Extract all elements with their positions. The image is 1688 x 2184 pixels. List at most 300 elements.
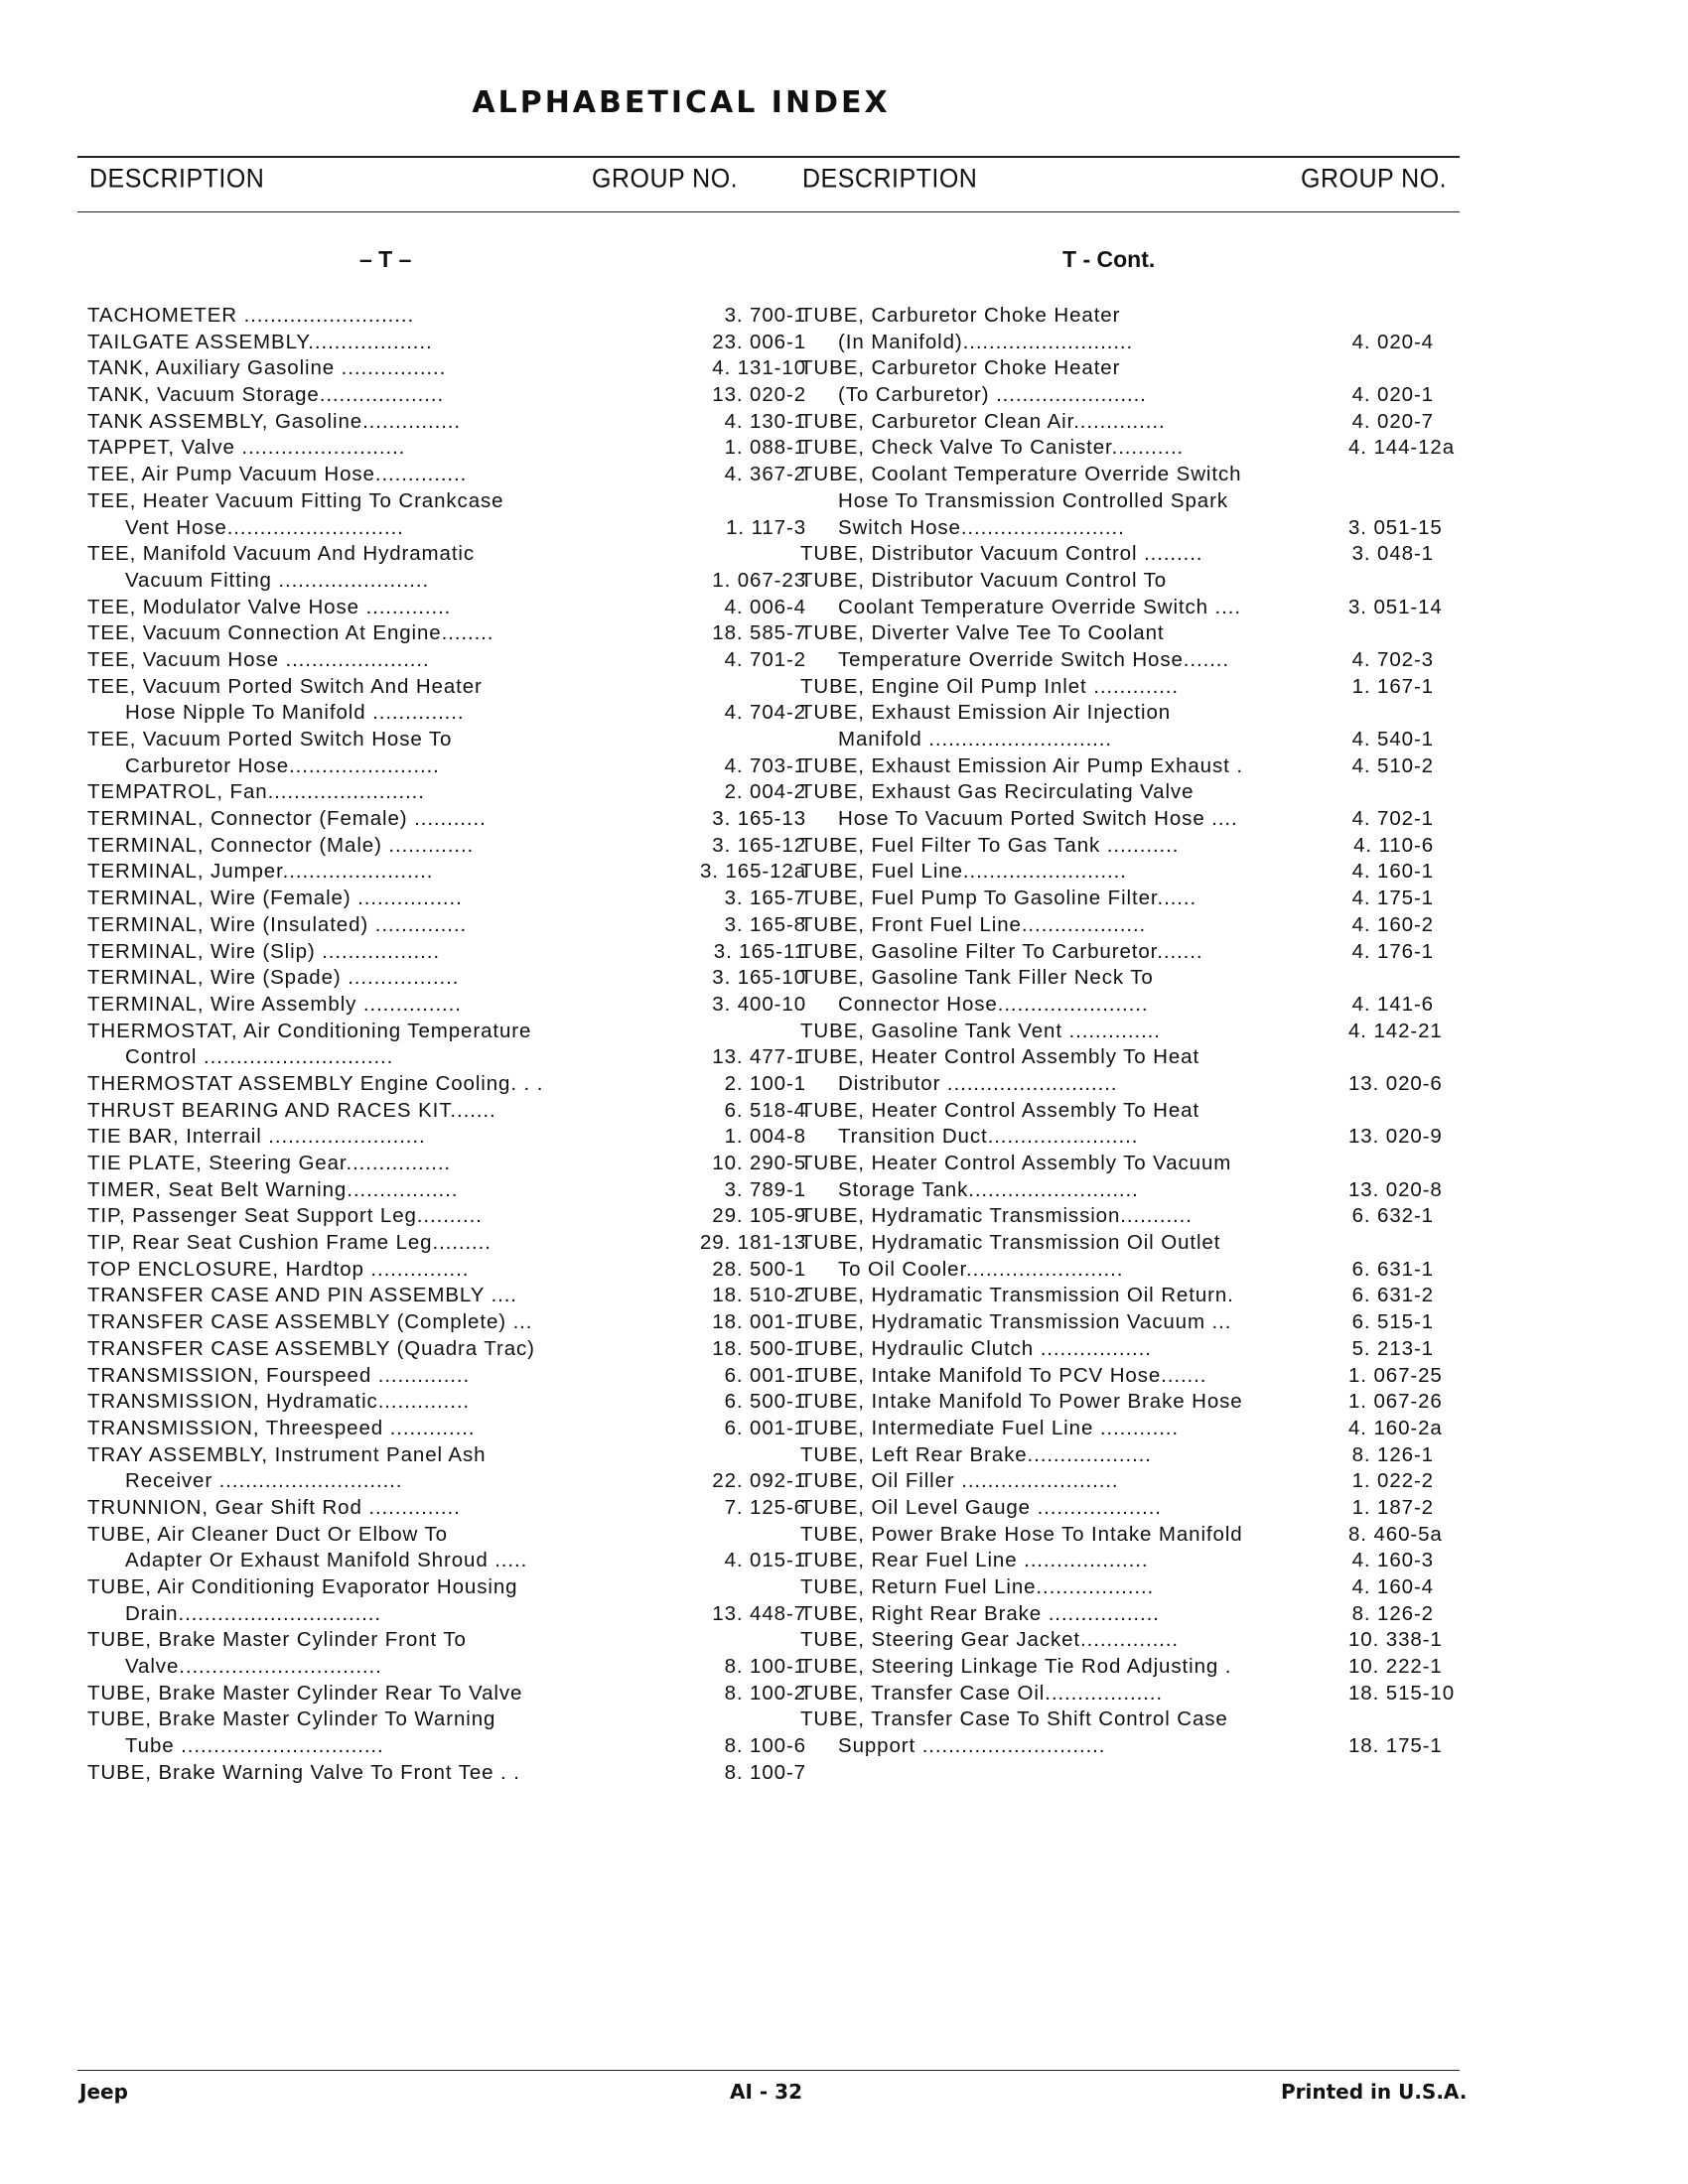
entry-description: TUBE, Power Brake Hose To Intake Manifold	[800, 1522, 1243, 1546]
entry-group-number: 3. 165-12a	[699, 860, 806, 884]
entry-description: TEE, Modulator Valve Hose .............	[87, 595, 452, 618]
entry-group-number: 4. 175-1	[1351, 887, 1434, 910]
index-entry	[800, 1548, 1436, 1574]
entry-description: TRANSFER CASE ASSEMBLY (Quadra Trac)	[87, 1336, 535, 1360]
page-title: ALPHABETICAL INDEX	[472, 85, 891, 120]
index-entry	[87, 912, 806, 939]
index-entry	[800, 806, 1436, 833]
entry-description: TIE BAR, Interrail ........................	[87, 1125, 426, 1149]
entry-description: TRANSMISSION, Hydramatic..............	[87, 1390, 471, 1414]
entry-group-number: 4. 702-3	[1351, 647, 1434, 671]
index-entry	[87, 1442, 723, 1469]
entry-description: (To Carburetor) .......................	[838, 383, 1147, 407]
index-entry	[87, 1230, 806, 1257]
index-entry	[87, 382, 806, 409]
entry-group-number: 4. 142-21	[1348, 1019, 1443, 1042]
entry-group-number: 18. 510-2	[712, 1284, 806, 1307]
index-entry	[87, 355, 806, 382]
entry-group-number: 6. 001-1	[724, 1416, 806, 1439]
index-entry	[800, 886, 1436, 912]
footer-page-number: AI - 32	[730, 2080, 802, 2104]
entry-description: TUBE, Carburetor Choke Heater	[800, 356, 1121, 380]
index-entry	[87, 674, 723, 701]
entry-description: TUBE, Fuel Pump To Gasoline Filter......	[800, 887, 1197, 910]
index-entry	[87, 700, 806, 727]
entry-group-number: 4. 160-3	[1351, 1549, 1434, 1572]
entry-group-number: 18. 175-1	[1348, 1734, 1443, 1758]
entry-description: Connector Hose.......................	[838, 992, 1149, 1016]
entry-description: TAILGATE ASSEMBLY...................	[87, 330, 433, 353]
header-bottom-rule	[77, 211, 1460, 212]
entry-description: TUBE, Intermediate Fuel Line ............	[800, 1416, 1179, 1439]
index-entry	[87, 1044, 806, 1071]
entry-description: Hose Nipple To Manifold ..............	[125, 701, 465, 725]
index-entry	[800, 1574, 1436, 1601]
entry-group-number: 8. 460-5a	[1348, 1522, 1443, 1546]
entry-description: TUBE, Hydraulic Clutch .................	[800, 1336, 1152, 1360]
index-entry	[800, 1363, 1443, 1390]
entry-description: TRANSMISSION, Threespeed .............	[87, 1416, 476, 1439]
entry-group-number: 3. 165-13	[712, 807, 806, 831]
entry-group-number: 18. 585-7	[712, 621, 806, 645]
index-entry	[800, 1495, 1436, 1522]
entry-description: Support ............................	[838, 1734, 1106, 1758]
index-entry	[87, 1654, 806, 1681]
index-entry	[87, 1627, 723, 1654]
index-entry	[800, 1019, 1443, 1045]
entry-description: TERMINAL, Connector (Male) .............	[87, 833, 475, 857]
entry-description: TUBE, Brake Master Cylinder Rear To Valve	[87, 1681, 523, 1705]
index-entry	[87, 568, 806, 595]
entry-description: Control .............................	[125, 1045, 394, 1069]
entry-group-number: 4. 006-4	[724, 595, 806, 618]
entry-description: TERMINAL, Wire Assembly ...............	[87, 992, 462, 1016]
index-entry	[800, 1124, 1443, 1151]
entry-description: TERMINAL, Wire (Slip) ..................	[87, 939, 440, 963]
entry-group-number: 6. 632-1	[1351, 1204, 1434, 1228]
entry-group-number: 3. 165-11	[713, 939, 806, 963]
entry-description: TERMINAL, Wire (Spade) .................	[87, 966, 460, 990]
index-entry	[800, 515, 1443, 542]
entry-description: Transition Duct.......................	[838, 1125, 1139, 1149]
index-entry	[800, 1309, 1436, 1336]
index-entry	[87, 1363, 806, 1390]
entry-description: Manifold ............................	[838, 728, 1112, 751]
index-entry	[87, 1098, 806, 1125]
entry-group-number: 23. 006-1	[712, 330, 806, 353]
index-entry	[87, 1389, 806, 1416]
entry-description: TUBE, Check Valve To Canister...........	[800, 436, 1185, 460]
entry-group-number: 3. 700-1	[724, 304, 806, 327]
index-entry	[87, 1468, 806, 1495]
entry-group-number: 29. 181-13	[699, 1231, 806, 1255]
index-entry	[800, 488, 1436, 515]
footer-brand: Jeep	[79, 2080, 128, 2104]
left-group-header: GROUP NO.	[592, 164, 739, 194]
index-entry	[87, 1124, 806, 1151]
index-entry	[800, 1601, 1436, 1628]
entry-group-number: 28. 500-1	[712, 1257, 806, 1281]
entry-description: TUBE, Intake Manifold To PCV Hose.......	[800, 1363, 1207, 1387]
index-entry	[800, 912, 1436, 939]
entry-description: TUBE, Carburetor Clean Air..............	[800, 409, 1166, 433]
footer-printed: Printed in U.S.A.	[1281, 2080, 1468, 2104]
left-description-header: DESCRIPTION	[89, 164, 265, 194]
entry-description: TUBE, Gasoline Tank Filler Neck To	[800, 966, 1154, 990]
index-entry	[800, 1230, 1436, 1257]
entry-description: TUBE, Heater Control Assembly To Vacuum	[800, 1152, 1232, 1174]
entry-group-number: 8. 100-6	[724, 1734, 806, 1758]
index-entry	[800, 753, 1436, 780]
index-entry	[800, 541, 1436, 568]
entry-group-number: 1. 187-2	[1351, 1495, 1434, 1519]
index-entry	[800, 1706, 1436, 1733]
index-entry	[87, 1071, 806, 1098]
left-index-list	[87, 303, 806, 1787]
entry-description: THERMOSTAT ASSEMBLY Engine Cooling. . .	[87, 1071, 544, 1095]
left-section-title: – T –	[359, 246, 412, 272]
entry-description: TUBE, Coolant Temperature Override Switch	[800, 463, 1242, 486]
index-entry	[800, 939, 1436, 966]
index-entry	[87, 515, 806, 542]
entry-group-number: 1. 067-23	[712, 568, 806, 592]
entry-group-number: 4. 020-7	[1351, 409, 1434, 433]
entry-description: TUBE, Brake Master Cylinder Front To	[87, 1628, 467, 1652]
entry-description: TUBE, Distributor Vacuum Control .........	[800, 542, 1203, 566]
entry-group-number: 3. 165-10	[712, 966, 806, 990]
entry-group-number: 1. 067-26	[1348, 1390, 1443, 1414]
entry-group-number: 1. 167-1	[1351, 674, 1434, 698]
index-entry	[87, 1019, 723, 1045]
entry-description: TUBE, Steering Gear Jacket...............	[800, 1628, 1179, 1652]
index-entry	[87, 462, 806, 488]
entry-description: TUBE, Heater Control Assembly To Heat	[800, 1098, 1200, 1122]
entry-group-number: 4. 704-2	[724, 701, 806, 725]
entry-group-number: 4. 131-10	[712, 356, 806, 380]
index-entry	[800, 674, 1436, 701]
entry-group-number: 3. 051-15	[1348, 515, 1443, 539]
index-entry	[800, 595, 1443, 621]
entry-description: THERMOSTAT, Air Conditioning Temperature	[87, 1019, 532, 1042]
entry-description: TUBE, Right Rear Brake .................	[800, 1601, 1160, 1625]
entry-description: Switch Hose.........................	[838, 515, 1125, 539]
entry-description: TUBE, Hydramatic Transmission Vacuum ...	[800, 1310, 1232, 1334]
entry-description: TEE, Vacuum Connection At Engine........	[87, 621, 494, 645]
index-entry	[87, 1681, 806, 1707]
entry-description: TUBE, Heater Control Assembly To Heat	[800, 1045, 1200, 1069]
entry-group-number: 8. 100-7	[724, 1760, 806, 1784]
index-entry	[87, 779, 806, 806]
entry-description: TANK ASSEMBLY, Gasoline...............	[87, 409, 462, 433]
index-entry	[800, 462, 1436, 488]
entry-description: TUBE, Fuel Line.........................	[800, 860, 1127, 884]
index-entry	[87, 1203, 806, 1230]
entry-description: TUBE, Oil Level Gauge ...................	[800, 1495, 1162, 1519]
entry-description: Receiver ............................	[125, 1469, 403, 1493]
index-entry	[800, 1416, 1443, 1442]
entry-description: TERMINAL, Jumper.......................	[87, 860, 434, 884]
entry-group-number: 3. 789-1	[724, 1177, 806, 1201]
entry-group-number: 4. 701-2	[724, 647, 806, 671]
entry-group-number: 4. 540-1	[1351, 728, 1434, 751]
entry-description: Hose To Transmission Controlled Spark	[838, 488, 1228, 512]
entry-description: TUBE, Fuel Filter To Gas Tank ...........	[800, 833, 1180, 857]
entry-group-number: 6. 631-2	[1351, 1284, 1434, 1307]
entry-description: TUBE, Gasoline Tank Vent ..............	[800, 1019, 1161, 1042]
entry-group-number: 13. 020-6	[1348, 1071, 1443, 1095]
index-entry	[800, 727, 1436, 753]
entry-description: TRANSMISSION, Fourspeed ..............	[87, 1363, 471, 1387]
entry-group-number: 4. 130-1	[724, 409, 806, 433]
index-entry	[800, 859, 1436, 886]
entry-group-number: 8. 126-1	[1351, 1442, 1434, 1466]
entry-description: TEE, Air Pump Vacuum Hose..............	[87, 463, 468, 486]
index-entry	[800, 1151, 1436, 1177]
entry-group-number: 1. 067-25	[1348, 1363, 1443, 1387]
index-entry	[800, 700, 1436, 727]
entry-description: TERMINAL, Wire (Female) ................	[87, 887, 463, 910]
index-entry	[800, 1468, 1436, 1495]
index-entry	[87, 1733, 806, 1760]
entry-description: TUBE, Front Fuel Line...................	[800, 912, 1147, 936]
entry-group-number: 8. 126-2	[1351, 1601, 1434, 1625]
entry-description: TUBE, Exhaust Emission Air Pump Exhaust .	[800, 753, 1243, 777]
entry-description: TEE, Vacuum Ported Switch Hose To	[87, 728, 453, 751]
entry-description: Valve...............................	[125, 1655, 382, 1679]
entry-description: TUBE, Exhaust Gas Recirculating Valve	[800, 780, 1195, 804]
index-entry	[800, 647, 1436, 674]
entry-description: Drain...............................	[125, 1601, 381, 1625]
entry-group-number: 4. 176-1	[1351, 939, 1434, 963]
index-entry	[800, 1071, 1443, 1098]
entry-description: TUBE, Air Cleaner Duct Or Elbow To	[87, 1522, 448, 1546]
entry-group-number: 3. 165-8	[724, 912, 806, 936]
entry-description: Hose To Vacuum Ported Switch Hose ....	[838, 807, 1238, 831]
index-entry	[87, 1522, 723, 1549]
index-entry	[87, 1309, 806, 1336]
entry-description: TUBE, Transfer Case To Shift Control Case	[800, 1707, 1228, 1731]
entry-group-number: 1. 004-8	[724, 1125, 806, 1149]
entry-description: TUBE, Oil Filler ........................	[800, 1469, 1119, 1493]
entry-group-number: 5. 213-1	[1351, 1336, 1434, 1360]
entry-description: TUBE, Gasoline Filter To Carburetor.......	[800, 939, 1203, 963]
index-entry	[800, 620, 1436, 647]
entry-group-number: 6. 515-1	[1351, 1310, 1434, 1334]
index-entry	[87, 647, 806, 674]
right-section-title: T - Cont.	[1062, 246, 1156, 272]
entry-description: TEE, Vacuum Hose ......................	[87, 647, 430, 671]
entry-group-number: 4. 144-12a	[1348, 436, 1456, 460]
entry-group-number: 4. 160-1	[1351, 860, 1434, 884]
entry-description: TEE, Heater Vacuum Fitting To Crankcase	[87, 488, 504, 512]
entry-group-number: 3. 165-12	[712, 833, 806, 857]
entry-description: TUBE, Hydramatic Transmission Oil Outlet	[800, 1231, 1221, 1255]
entry-group-number: 4. 015-1	[724, 1549, 806, 1572]
entry-group-number: 4. 703-1	[724, 753, 806, 777]
index-entry	[800, 435, 1456, 462]
index-entry	[87, 886, 806, 912]
entry-group-number: 18. 515-10	[1348, 1681, 1456, 1705]
entry-description: TEE, Manifold Vacuum And Hydramatic	[87, 542, 476, 566]
index-entry	[87, 330, 806, 356]
entry-description: TUBE, Steering Linkage Tie Rod Adjusting .	[800, 1655, 1232, 1679]
index-entry	[87, 1177, 806, 1204]
entry-group-number: 8. 100-1	[724, 1655, 806, 1679]
entry-description: TERMINAL, Wire (Insulated) ..............	[87, 912, 468, 936]
entry-description: TUBE, Hydramatic Transmission Oil Return.	[800, 1284, 1234, 1307]
index-entry	[87, 753, 806, 780]
entry-description: TUBE, Rear Fuel Line ...................	[800, 1549, 1149, 1572]
entry-group-number: 3. 165-7	[724, 887, 806, 910]
entry-description: TUBE, Exhaust Emission Air Injection	[800, 701, 1172, 725]
entry-group-number: 4. 020-4	[1351, 330, 1434, 353]
entry-description: THRUST BEARING AND RACES KIT.......	[87, 1098, 496, 1122]
entry-group-number: 13. 020-8	[1348, 1177, 1443, 1201]
index-entry	[87, 727, 723, 753]
entry-group-number: 29. 105-9	[712, 1204, 806, 1228]
entry-description: TUBE, Carburetor Choke Heater	[800, 304, 1121, 327]
entry-description: Carburetor Hose.......................	[125, 753, 440, 777]
entry-description: TUBE, Left Rear Brake...................	[800, 1442, 1152, 1466]
entry-description: Adapter Or Exhaust Manifold Shroud .....	[125, 1549, 528, 1572]
entry-group-number: 4. 110-6	[1353, 833, 1434, 857]
entry-description: Coolant Temperature Override Switch ....	[838, 595, 1241, 618]
index-entry	[87, 965, 806, 992]
entry-description: TEE, Vacuum Ported Switch And Heater	[87, 674, 483, 698]
index-entry	[87, 939, 806, 966]
entry-group-number: 4. 020-1	[1351, 383, 1434, 407]
index-entry	[800, 1733, 1443, 1760]
entry-group-number: 6. 518-4	[724, 1098, 806, 1122]
entry-description: To Oil Cooler........................	[838, 1257, 1124, 1281]
index-entry	[87, 806, 806, 833]
entry-description: TUBE, Intake Manifold To Power Brake Hose	[800, 1390, 1243, 1414]
index-entry	[800, 1257, 1436, 1284]
entry-description: TRAY ASSEMBLY, Instrument Panel Ash	[87, 1442, 487, 1466]
index-entry	[800, 992, 1436, 1019]
entry-description: Distributor ..........................	[838, 1071, 1118, 1095]
index-entry	[800, 568, 1436, 595]
index-entry	[87, 1706, 723, 1733]
index-entry	[800, 965, 1436, 992]
index-entry	[800, 409, 1436, 436]
index-entry	[800, 382, 1436, 409]
entry-group-number: 4. 367-2	[724, 463, 806, 486]
entry-group-number: 1. 088-1	[724, 436, 806, 460]
index-entry	[800, 330, 1436, 356]
index-entry	[87, 1574, 723, 1601]
entry-description: TANK, Vacuum Storage...................	[87, 383, 445, 407]
entry-group-number: 10. 290-5	[712, 1152, 806, 1174]
entry-description: TIMER, Seat Belt Warning.................	[87, 1177, 459, 1201]
entry-description: TOP ENCLOSURE, Hardtop ...............	[87, 1257, 470, 1281]
index-entry	[800, 1044, 1436, 1071]
index-entry	[87, 992, 806, 1019]
index-entry	[800, 833, 1436, 860]
right-group-header: GROUP NO.	[1301, 164, 1448, 194]
index-entry	[800, 303, 1436, 330]
entry-description: TUBE, Diverter Valve Tee To Coolant	[800, 621, 1165, 645]
entry-group-number: 2. 100-1	[724, 1071, 806, 1095]
entry-group-number: 4. 160-2	[1351, 912, 1434, 936]
index-entry	[800, 1283, 1436, 1309]
entry-description: Vacuum Fitting .......................	[125, 568, 430, 592]
entry-group-number: 4. 141-6	[1351, 992, 1434, 1016]
index-entry	[800, 779, 1436, 806]
index-entry	[87, 1495, 806, 1522]
entry-group-number: 13. 020-2	[712, 383, 806, 407]
index-entry	[87, 1151, 806, 1177]
entry-description: TRUNNION, Gear Shift Rod ..............	[87, 1495, 461, 1519]
index-entry	[800, 1522, 1443, 1549]
index-entry	[87, 488, 723, 515]
entry-description: TUBE, Hydramatic Transmission...........	[800, 1204, 1193, 1228]
entry-description: Temperature Override Switch Hose.......	[838, 647, 1229, 671]
entry-description: TACHOMETER ..........................	[87, 304, 415, 327]
index-entry	[87, 1601, 806, 1628]
entry-group-number: 4. 160-2a	[1348, 1416, 1443, 1439]
index-entry	[800, 1627, 1443, 1654]
entry-description: TUBE, Air Conditioning Evaporator Housing	[87, 1575, 518, 1598]
entry-group-number: 3. 048-1	[1351, 542, 1434, 566]
right-description-header: DESCRIPTION	[802, 164, 978, 194]
index-entry	[87, 303, 806, 330]
index-entry	[87, 409, 806, 436]
index-entry	[87, 595, 806, 621]
footer-rule	[77, 2070, 1460, 2071]
entry-group-number: 4. 160-4	[1351, 1575, 1434, 1598]
entry-description: TUBE, Transfer Case Oil..................	[800, 1681, 1163, 1705]
entry-group-number: 4. 702-1	[1351, 807, 1434, 831]
entry-description: TUBE, Brake Master Cylinder To Warning	[87, 1707, 496, 1731]
entry-group-number: 2. 004-2	[724, 780, 806, 804]
index-entry	[800, 1177, 1443, 1204]
index-entry	[87, 833, 806, 860]
entry-group-number: 13. 020-9	[1348, 1125, 1443, 1149]
index-entry	[87, 1416, 806, 1442]
entry-group-number: 8. 100-2	[724, 1681, 806, 1705]
entry-group-number: 6. 001-1	[724, 1363, 806, 1387]
index-entry	[87, 1548, 806, 1574]
entry-group-number: 13. 448-7	[712, 1601, 806, 1625]
entry-description: TIE PLATE, Steering Gear................	[87, 1152, 452, 1174]
entry-group-number: 10. 338-1	[1348, 1628, 1443, 1652]
entry-description: TANK, Auxiliary Gasoline ................	[87, 356, 447, 380]
entry-group-number: 10. 222-1	[1348, 1655, 1443, 1679]
entry-group-number: 7. 125-6	[724, 1495, 806, 1519]
index-entry	[800, 1681, 1456, 1707]
entry-description: TERMINAL, Connector (Female) ...........	[87, 807, 487, 831]
entry-description: Tube ...............................	[125, 1734, 384, 1758]
index-entry	[800, 1442, 1436, 1469]
entry-group-number: 4. 510-2	[1351, 753, 1434, 777]
header-top-rule	[77, 156, 1460, 158]
index-entry	[87, 435, 806, 462]
entry-description: TUBE, Return Fuel Line..................	[800, 1575, 1155, 1598]
index-entry	[800, 1336, 1436, 1363]
index-entry	[800, 355, 1436, 382]
entry-description: TIP, Passenger Seat Support Leg..........	[87, 1204, 483, 1228]
entry-group-number: 18. 500-1	[712, 1336, 806, 1360]
entry-group-number: 13. 477-1	[712, 1045, 806, 1069]
entry-group-number: 1. 022-2	[1351, 1469, 1434, 1493]
index-entry	[87, 1257, 806, 1284]
entry-description: Vent Hose...........................	[125, 515, 404, 539]
index-entry	[800, 1654, 1443, 1681]
entry-description: TRANSFER CASE AND PIN ASSEMBLY ....	[87, 1284, 517, 1307]
entry-group-number: 3. 400-10	[712, 992, 806, 1016]
index-entry	[87, 620, 806, 647]
